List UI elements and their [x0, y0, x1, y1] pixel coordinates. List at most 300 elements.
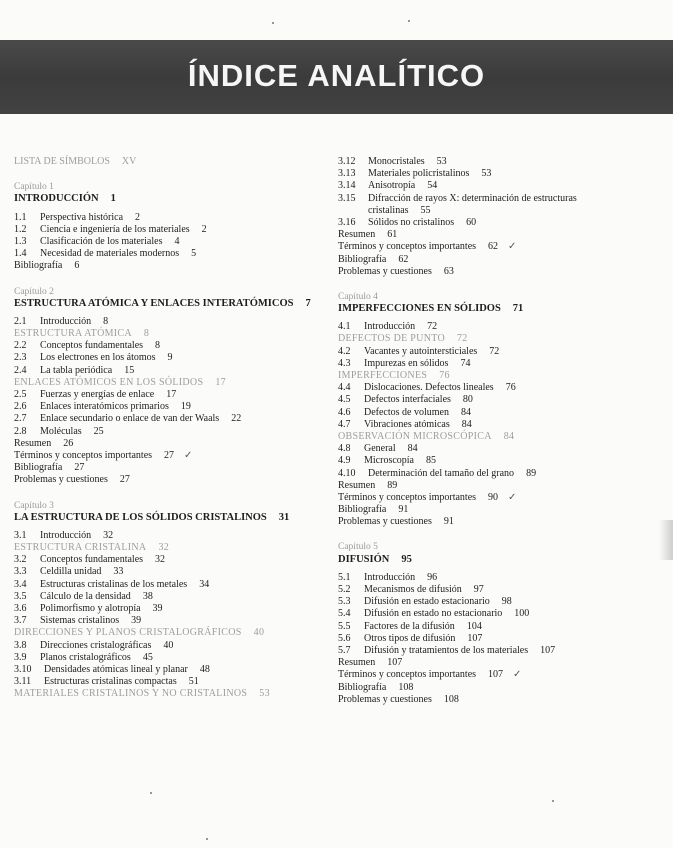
scan-speck: [272, 22, 274, 24]
page-number: 100: [514, 608, 530, 620]
entry-title: Cálculo de la densidad: [40, 590, 131, 602]
entry-title: Los electrones en los átomos: [40, 352, 156, 364]
entry-title: Materiales policristalinos: [368, 168, 470, 180]
page-number: 31: [278, 511, 290, 523]
entry-title: Difusión en estado estacionario: [364, 596, 490, 608]
entry-title: Otros tipos de difusión: [364, 632, 456, 644]
back-matter-entry: [338, 504, 668, 516]
entry-title: Introducción: [364, 321, 416, 333]
entry-title: Mecanismos de difusión: [364, 584, 462, 595]
page-number: 84: [460, 406, 471, 418]
section-heading: [14, 688, 330, 700]
back-matter-entry: [338, 657, 668, 669]
entry-title: Microscopía: [364, 455, 414, 467]
page-number: 9: [167, 352, 173, 364]
toc-entry: [338, 468, 668, 480]
page-number: 55: [420, 204, 431, 216]
page-number: 76: [505, 382, 516, 394]
entry-title: Monocristales: [368, 156, 425, 167]
section-number: 3.7: [14, 615, 27, 627]
entry-title: ESTRUCTURA ATÓMICA: [14, 328, 132, 340]
scan-speck: [552, 800, 554, 802]
section-number: 1.2: [14, 223, 27, 235]
section-number: 1.4: [14, 248, 27, 260]
entry-title: Perspectiva histórica: [40, 211, 124, 223]
section-number: 4.9: [338, 455, 351, 467]
entry-title: Términos y conceptos importantes: [338, 491, 477, 503]
toc-entry: [14, 224, 330, 236]
page-number: 45: [142, 651, 153, 663]
entry-title: Impurezas en sólidos: [364, 357, 449, 369]
page-number: 15: [124, 364, 135, 376]
page-number: 91: [398, 504, 409, 516]
toc-entry: [338, 455, 668, 467]
page-number: 98: [501, 596, 512, 608]
spacer: [14, 273, 330, 286]
toc-entry: [338, 358, 668, 370]
section-number: 4.1: [338, 321, 351, 333]
section-number: 3.9: [14, 651, 27, 663]
toc-entry: [14, 579, 330, 591]
entry-title: Defectos interfaciales: [364, 394, 451, 406]
entry-title: Ciencia e ingeniería de los materiales: [40, 223, 190, 235]
section-number: 4.6: [338, 406, 351, 418]
entry-title: Términos y conceptos importantes: [14, 449, 153, 461]
page-title: ÍNDICE ANALÍTICO: [187, 58, 486, 93]
entry-title: Enlaces interatómicos primarios: [40, 401, 169, 413]
section-number: 5.5: [338, 620, 351, 632]
entry-title: Estructuras cristalinas compactas: [44, 676, 177, 688]
section-number: 5.1: [338, 571, 351, 583]
toc-entry: [14, 530, 330, 542]
entry-title: DIRECCIONES Y PLANOS CRISTALOGRÁFICOS: [14, 627, 242, 639]
toc-entry: [338, 608, 668, 620]
entry-title: Difracción de rayos X: determinación de estructuras: [368, 192, 577, 204]
entry-title: Bibliografía: [338, 504, 387, 516]
section-heading: [14, 377, 330, 389]
page-number: 4: [174, 235, 180, 247]
back-matter-entry: [14, 438, 330, 450]
page-number: 107: [488, 669, 504, 681]
page-number: 61: [387, 229, 398, 241]
page-number: 33: [113, 566, 124, 578]
page-number: 48: [199, 663, 210, 675]
entry-title: Bibliografía: [338, 253, 387, 265]
chapter-label: [14, 500, 330, 512]
spacer: [14, 168, 330, 181]
chapter-title: [338, 554, 668, 566]
section-number: 3.8: [14, 639, 27, 651]
chapter-label: [14, 286, 330, 298]
scan-speck: [206, 838, 208, 840]
toc-entry: [14, 236, 330, 248]
entry-title: Dislocaciones. Defectos lineales: [364, 382, 494, 394]
entry-title: Resumen: [338, 229, 376, 241]
section-number: 3.3: [14, 566, 27, 578]
spacer: [338, 528, 668, 541]
toc-entry: [14, 212, 330, 224]
page-number: 27: [164, 449, 175, 461]
chapter-title: [14, 193, 330, 205]
page-number: 108: [443, 693, 459, 705]
section-number: 3.10: [14, 663, 32, 675]
entry-title: Bibliografía: [338, 681, 387, 693]
toc-entry: [338, 382, 668, 394]
check-mark-icon: ✓: [184, 449, 193, 461]
section-number: 4.10: [338, 467, 356, 479]
toc-entry: [338, 180, 668, 192]
entry-title: Términos y conceptos importantes: [338, 669, 477, 681]
toc-column-right: [338, 156, 668, 706]
back-matter-entry: [338, 516, 668, 528]
page-number: 72: [489, 345, 500, 357]
section-number: 5.3: [338, 596, 351, 608]
page-number: 62: [398, 253, 409, 265]
section-number: 4.5: [338, 394, 351, 406]
page-number: 39: [152, 603, 163, 614]
toc-entry: [14, 365, 330, 377]
entry-title: Defectos de volumen: [364, 406, 449, 418]
page-number: 32: [155, 554, 166, 566]
page-number: 72: [456, 333, 468, 345]
entry-title: Problemas y cuestiones: [338, 693, 432, 705]
chapter-title: [14, 298, 330, 310]
toc-entry: [14, 413, 330, 425]
entry-title: Determinación del tamaño del grano: [368, 467, 515, 479]
page-number: 27: [74, 462, 85, 474]
scan-speck: [408, 20, 410, 22]
entry-title: Difusión en estado no estacionario: [364, 608, 503, 620]
entry-title: Direcciones cristalográficas: [40, 639, 152, 651]
entry-title: Capítulo 1: [14, 182, 54, 193]
section-number: 3.11: [14, 676, 32, 688]
section-number: 1.1: [14, 211, 27, 223]
entry-title: Fuerzas y energías de enlace: [40, 389, 155, 400]
entry-title: Resumen: [338, 657, 376, 669]
section-number: 2.6: [14, 401, 27, 413]
page-number: 32: [103, 529, 114, 541]
entry-title: Factores de la difusión: [364, 620, 455, 632]
entry-title: Celdilla unidad: [40, 566, 102, 578]
toc-entry: [338, 394, 668, 406]
entry-title: Bibliografía: [14, 260, 63, 272]
entry-title: Estructuras cristalinas de los metales: [40, 578, 188, 590]
section-number: 4.4: [338, 382, 351, 394]
page-number: 39: [131, 615, 142, 627]
toc-entry: [14, 389, 330, 401]
toc-entry-continued: [338, 205, 668, 217]
toc-entry: [14, 554, 330, 566]
spacer: [338, 278, 668, 291]
entry-title: Capítulo 5: [338, 542, 378, 553]
page-number: 72: [427, 321, 438, 333]
page-number: 8: [103, 315, 109, 327]
section-number: 5.4: [338, 608, 351, 620]
chapter-label: [14, 181, 330, 193]
section-number: 3.15: [338, 192, 356, 204]
chapter-label: [338, 291, 668, 303]
entry-title: IMPERFECCIONES EN SÓLIDOS: [338, 303, 501, 315]
page-number: XV: [121, 156, 137, 167]
toc-entry: [338, 156, 668, 168]
toc-entry: [14, 664, 330, 676]
entry-title: General: [364, 443, 396, 455]
page-number: 34: [199, 578, 210, 590]
entry-title: Problemas y cuestiones: [14, 474, 108, 486]
entry-title: Polimorfismo y alotropía: [40, 603, 141, 614]
page-number: 51: [188, 676, 199, 688]
section-number: 3.6: [14, 603, 27, 614]
page-number: 80: [462, 394, 473, 406]
page-number: 1: [110, 193, 116, 205]
chapter-label: [338, 541, 668, 553]
page-number: 17: [166, 389, 177, 400]
section-heading: [338, 431, 668, 443]
page-number: 74: [460, 357, 471, 369]
toc-entry: [338, 596, 668, 608]
section-number: 2.4: [14, 364, 27, 376]
page-number: 90: [488, 491, 499, 503]
section-number: 3.16: [338, 216, 356, 228]
section-number: 3.14: [338, 180, 356, 192]
section-number: 5.6: [338, 632, 351, 644]
section-number: 1.3: [14, 235, 27, 247]
page-number: 25: [93, 425, 104, 437]
section-heading: [338, 370, 668, 382]
page-number: 84: [407, 443, 418, 455]
back-matter-entry: [338, 266, 668, 278]
page-number: 54: [427, 180, 438, 192]
back-matter-entry: [338, 241, 668, 253]
entry-title: Difusión y tratamientos de los materiales: [364, 644, 529, 656]
back-matter-entry: [338, 694, 668, 706]
page-number: 2: [135, 211, 141, 223]
section-number: 2.5: [14, 389, 27, 400]
page-number: 32: [158, 542, 170, 554]
section-number: 3.1: [14, 529, 27, 541]
section-heading: [338, 333, 668, 345]
toc-entry: [338, 419, 668, 431]
page-number: 84: [461, 418, 472, 430]
entry-title: Vibraciones atómicas: [364, 418, 450, 430]
toc-entry: [338, 168, 668, 180]
section-number: 2.7: [14, 413, 27, 425]
entry-title: Enlace secundario o enlace de van der Waals: [40, 413, 220, 425]
back-matter-entry: [338, 254, 668, 266]
back-matter-entry: [338, 682, 668, 694]
toc-entry: [338, 621, 668, 633]
page-number: 38: [142, 590, 153, 602]
page-number: 40: [253, 627, 265, 639]
entry-title: Clasificación de los materiales: [40, 235, 163, 247]
entry-title: Introducción: [40, 529, 92, 541]
section-number: 5.2: [338, 584, 351, 595]
section-heading: [14, 328, 330, 340]
front-matter-entry: [14, 156, 330, 168]
entry-title: Capítulo 3: [14, 500, 54, 511]
page-number: 22: [231, 413, 242, 425]
section-heading: [14, 627, 330, 639]
toc-entry: [14, 352, 330, 364]
toc-entry: [14, 640, 330, 652]
section-number: 3.5: [14, 590, 27, 602]
back-matter-entry: [338, 229, 668, 241]
page-number: 17: [215, 376, 226, 388]
check-mark-icon: ✓: [508, 241, 517, 253]
section-heading: [14, 542, 330, 554]
toc-entry: [14, 566, 330, 578]
check-mark-icon: ✓: [508, 491, 517, 503]
page-number: 89: [387, 479, 398, 491]
section-number: 3.4: [14, 578, 27, 590]
section-number: 4.8: [338, 443, 351, 455]
section-number: 4.7: [338, 418, 351, 430]
page-number: 95: [401, 553, 412, 565]
page-number: 53: [481, 168, 492, 180]
page-number: 97: [473, 584, 484, 595]
entry-title: Bibliografía: [14, 462, 63, 474]
back-matter-entry: [14, 462, 330, 474]
page-number: 76: [439, 370, 450, 381]
entry-title: ESTRUCTURA ATÓMICA Y ENLACES INTERATÓMICOS: [14, 297, 294, 309]
back-matter-entry: [338, 669, 668, 681]
page-number: 53: [259, 688, 270, 700]
entry-title: Sólidos no cristalinos: [368, 216, 455, 228]
back-matter-entry: [14, 450, 330, 462]
toc-entry: [14, 426, 330, 438]
entry-title: Planos cristalográficos: [40, 651, 131, 663]
entry-title: DIFUSIÓN: [338, 553, 390, 565]
entry-title: OBSERVACIÓN MICROSCÓPICA: [338, 430, 492, 442]
page-number: 71: [512, 303, 524, 315]
page-number: 53: [436, 156, 447, 167]
entry-title: LISTA DE SÍMBOLOS: [14, 156, 110, 167]
page-number: 6: [74, 260, 80, 272]
entry-title: Necesidad de materiales modernos: [40, 248, 180, 260]
entry-title: DEFECTOS DE PUNTO: [338, 333, 445, 345]
section-number: 2.3: [14, 352, 27, 364]
entry-title: cristalinas: [368, 204, 409, 216]
entry-title: Vacantes y autointersticiales: [364, 345, 478, 357]
entry-title: Resumen: [338, 479, 376, 491]
chapter-title: [338, 303, 668, 315]
page-number: 107: [467, 632, 483, 644]
entry-title: Sistemas cristalinos: [40, 615, 120, 627]
entry-title: Problemas y cuestiones: [338, 516, 432, 528]
entry-title: Moléculas: [40, 425, 82, 437]
page-number: 19: [180, 401, 191, 413]
title-banner: [0, 40, 673, 114]
page-number: 8: [143, 328, 150, 340]
toc-entry: [14, 340, 330, 352]
entry-title: Conceptos fundamentales: [40, 340, 144, 352]
page-number: 107: [387, 657, 403, 669]
toc-entry: [14, 591, 330, 603]
toc-entry: [338, 407, 668, 419]
toc-entry: [14, 676, 330, 688]
chapter-title: [14, 512, 330, 524]
page-number: 7: [305, 297, 311, 309]
entry-title: Densidades atómicas lineal y planar: [44, 663, 188, 675]
toc-entry: [338, 633, 668, 645]
spacer: [14, 487, 330, 500]
entry-title: Introducción: [40, 315, 92, 327]
scan-speck: [150, 792, 152, 794]
section-number: 4.3: [338, 357, 351, 369]
page-number: 8: [155, 340, 161, 352]
section-number: 2.8: [14, 425, 27, 437]
back-matter-entry: [14, 474, 330, 486]
entry-title: Términos y conceptos importantes: [338, 241, 477, 253]
page-number: 5: [191, 248, 197, 260]
toc-entry: [338, 645, 668, 657]
page-number: 91: [443, 516, 454, 528]
section-number: 2.1: [14, 315, 27, 327]
page-number: 84: [503, 430, 515, 442]
page-number: 40: [163, 639, 174, 651]
toc-entry: [338, 193, 668, 205]
page-number: 62: [488, 241, 499, 253]
toc-column-left: [14, 156, 330, 701]
entry-title: Conceptos fundamentales: [40, 554, 144, 566]
section-number: 3.13: [338, 168, 356, 180]
toc-entry: [14, 248, 330, 260]
section-number: 3.12: [338, 156, 356, 167]
back-matter-entry: [14, 260, 330, 272]
toc-entry: [14, 401, 330, 413]
entry-title: IMPERFECCIONES: [338, 370, 428, 381]
entry-title: ESTRUCTURA CRISTALINA: [14, 542, 147, 554]
page-number: 26: [63, 437, 74, 449]
back-matter-entry: [338, 492, 668, 504]
page-number: 60: [466, 216, 477, 228]
entry-title: Introducción: [364, 571, 416, 583]
section-number: 3.2: [14, 554, 27, 566]
toc-entry: [338, 346, 668, 358]
page-number: 63: [443, 265, 454, 277]
toc-entry: [14, 652, 330, 664]
entry-title: INTRODUCCIÓN: [14, 193, 99, 205]
toc-entry: [14, 316, 330, 328]
toc-entry: [14, 615, 330, 627]
page-number: 107: [540, 644, 556, 656]
entry-title: La tabla periódica: [40, 364, 113, 376]
page-number: 85: [426, 455, 436, 467]
entry-title: Resumen: [14, 437, 52, 449]
entry-title: Problemas y cuestiones: [338, 265, 432, 277]
entry-title: Capítulo 2: [14, 286, 54, 297]
toc-entry: [338, 572, 668, 584]
toc-entry: [338, 217, 668, 229]
toc-entry: [14, 603, 330, 615]
entry-title: MATERIALES CRISTALINOS Y NO CRISTALINOS: [14, 688, 248, 700]
entry-title: Anisotropía: [368, 180, 416, 192]
entry-title: LA ESTRUCTURA DE LOS SÓLIDOS CRISTALINOS: [14, 511, 267, 523]
section-number: 4.2: [338, 345, 351, 357]
toc-entry: [338, 584, 668, 596]
page-number: 2: [201, 223, 207, 235]
entry-title: ENLACES ATÓMICOS EN LOS SÓLIDOS: [14, 376, 204, 388]
page-number: 27: [119, 474, 130, 486]
page-number: 108: [398, 681, 414, 693]
page-number: 89: [526, 467, 537, 479]
check-mark-icon: ✓: [513, 669, 522, 681]
section-number: 2.2: [14, 340, 27, 352]
section-number: 5.7: [338, 644, 351, 656]
toc-entry: [338, 443, 668, 455]
back-matter-entry: [338, 480, 668, 492]
page-number: 96: [427, 571, 438, 583]
